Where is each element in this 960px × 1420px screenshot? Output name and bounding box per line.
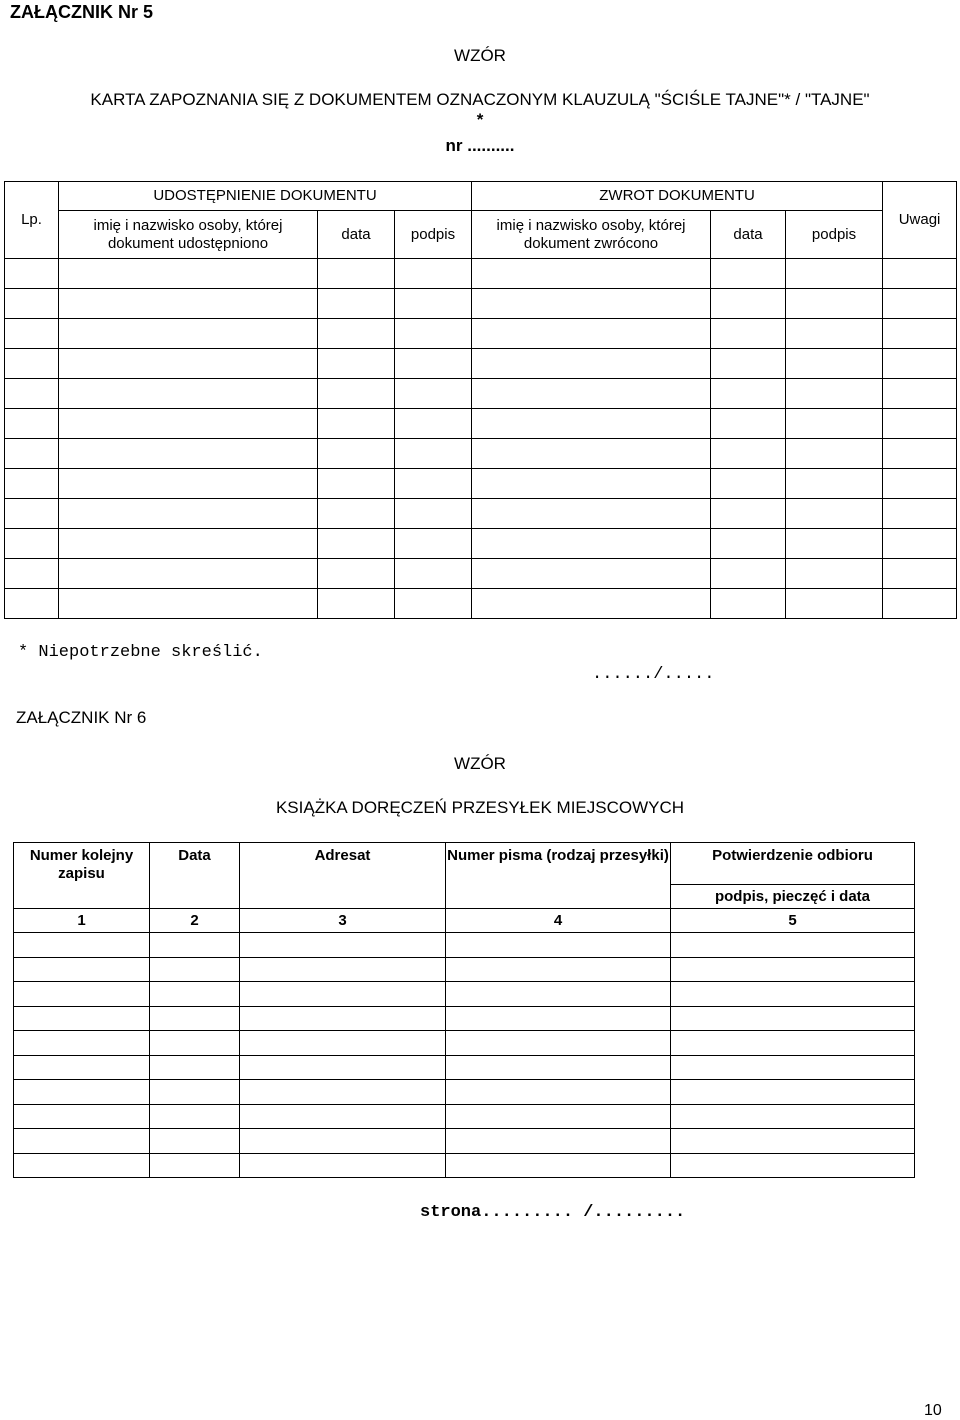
table-row [14,1129,915,1154]
table-row [5,349,957,379]
col-return-date: data [711,211,786,259]
table-row [5,589,957,619]
col-number-2: 2 [150,909,240,933]
col-number-4: 4 [446,909,671,933]
empty-cell[interactable] [472,439,711,469]
empty-cell[interactable] [318,559,395,589]
empty-cell[interactable] [150,1153,240,1178]
empty-cell[interactable] [14,1055,150,1080]
empty-cell[interactable] [446,982,671,1007]
empty-cell[interactable] [14,1104,150,1129]
empty-cell[interactable] [711,379,786,409]
group-return: ZWROT DOKUMENTU [472,182,883,211]
empty-cell[interactable] [472,499,711,529]
empty-cell[interactable] [395,499,472,529]
empty-cell[interactable] [472,319,711,349]
annex5-wzor: WZÓR [454,46,506,65]
empty-cell[interactable] [318,349,395,379]
empty-cell[interactable] [786,499,883,529]
empty-cell[interactable] [446,1031,671,1056]
empty-cell[interactable] [150,933,240,958]
empty-cell[interactable] [883,499,957,529]
col-return-name: imię i nazwisko osoby, której dokument zwrócono [472,211,711,259]
empty-cell[interactable] [883,409,957,439]
empty-cell[interactable] [5,349,59,379]
empty-cell[interactable] [786,349,883,379]
empty-cell[interactable] [446,1104,671,1129]
annex5-title-star: * [476,110,484,129]
empty-cell[interactable] [318,259,395,289]
empty-cell[interactable] [786,259,883,289]
empty-cell[interactable] [240,957,446,982]
empty-cell[interactable] [395,319,472,349]
empty-cell[interactable] [5,319,59,349]
empty-cell[interactable] [446,1129,671,1154]
table-row [5,319,957,349]
empty-cell[interactable] [671,957,915,982]
empty-cell[interactable] [446,1153,671,1178]
empty-cell[interactable] [59,319,318,349]
empty-cell[interactable] [150,957,240,982]
empty-cell[interactable] [671,933,915,958]
empty-cell[interactable] [5,259,59,289]
empty-cell[interactable] [5,559,59,589]
empty-cell[interactable] [14,1153,150,1178]
table-row [14,933,915,958]
empty-cell[interactable] [59,439,318,469]
col-document-number: Numer pisma (rodzaj przesyłki) [446,843,671,909]
empty-cell[interactable] [150,1031,240,1056]
table-row [14,1153,915,1178]
col-remarks: Uwagi [883,182,957,259]
empty-cell[interactable] [472,469,711,499]
delivery-book-table [13,842,915,1178]
empty-cell[interactable] [711,499,786,529]
col-issue-name: imię i nazwisko osoby, której dokument udostępniono [59,211,318,259]
table-row [14,1104,915,1129]
empty-cell[interactable] [883,469,957,499]
empty-cell[interactable] [446,1080,671,1105]
empty-cell[interactable] [711,259,786,289]
empty-cell[interactable] [395,469,472,499]
table-row [5,289,957,319]
empty-cell[interactable] [395,289,472,319]
empty-cell[interactable] [395,259,472,289]
empty-cell[interactable] [472,409,711,439]
empty-cell[interactable] [671,1031,915,1056]
empty-cell[interactable] [5,379,59,409]
empty-cell[interactable] [671,1129,915,1154]
empty-cell[interactable] [240,982,446,1007]
empty-cell[interactable] [883,349,957,379]
empty-cell[interactable] [5,409,59,439]
table-row [14,1080,915,1105]
empty-cell[interactable] [786,289,883,319]
col-return-sign: podpis [786,211,883,259]
table-row [5,469,957,499]
empty-cell[interactable] [472,259,711,289]
page-number: 10 [924,1402,942,1419]
table-row [5,559,957,589]
empty-cell[interactable] [5,439,59,469]
empty-cell[interactable] [395,349,472,379]
empty-cell[interactable] [711,589,786,619]
empty-cell[interactable] [883,559,957,589]
col-receipt-subheader: podpis, pieczęć i data [671,885,915,909]
empty-cell[interactable] [883,439,957,469]
empty-cell[interactable] [5,499,59,529]
empty-cell[interactable] [883,319,957,349]
table-row [5,439,957,469]
group-issue: UDOSTĘPNIENIE DOKUMENTU [59,182,472,211]
empty-cell[interactable] [395,409,472,439]
empty-cell[interactable] [883,259,957,289]
empty-cell[interactable] [883,589,957,619]
empty-cell[interactable] [786,469,883,499]
empty-cell[interactable] [240,933,446,958]
table-row [14,1055,915,1080]
empty-cell[interactable] [318,469,395,499]
empty-cell[interactable] [150,1129,240,1154]
empty-cell[interactable] [472,559,711,589]
empty-cell[interactable] [711,349,786,379]
empty-cell[interactable] [240,1006,446,1031]
empty-cell[interactable] [59,289,318,319]
empty-cell[interactable] [240,1055,446,1080]
empty-cell[interactable] [318,409,395,439]
empty-cell[interactable] [59,589,318,619]
empty-cell[interactable] [711,289,786,319]
empty-cell[interactable] [395,559,472,589]
annex6-heading: ZAŁĄCZNIK Nr 6 [16,708,147,727]
empty-cell[interactable] [59,529,318,559]
table-row [14,1031,915,1056]
empty-cell[interactable] [786,439,883,469]
empty-cell[interactable] [59,559,318,589]
empty-cell[interactable] [59,409,318,439]
empty-cell[interactable] [150,1006,240,1031]
empty-cell[interactable] [150,1055,240,1080]
empty-cell[interactable] [5,529,59,559]
empty-cell[interactable] [240,1080,446,1105]
col-addressee: Adresat [240,843,446,909]
empty-cell[interactable] [150,982,240,1007]
empty-cell[interactable] [786,379,883,409]
empty-cell[interactable] [711,529,786,559]
empty-cell[interactable] [318,499,395,529]
empty-cell[interactable] [472,379,711,409]
empty-cell[interactable] [472,529,711,559]
empty-cell[interactable] [446,933,671,958]
empty-cell[interactable] [14,957,150,982]
table-row [5,529,957,559]
empty-cell[interactable] [472,349,711,379]
col-number-5: 5 [671,909,915,933]
empty-cell[interactable] [711,439,786,469]
empty-cell[interactable] [671,1055,915,1080]
empty-cell[interactable] [883,529,957,559]
table-row [14,1006,915,1031]
annex5-title: KARTA ZAPOZNANIA SIĘ Z DOKUMENTEM OZNACZONYM KLAUZULĄ "ŚCIŚLE TAJNE"* / "TAJNE" [90,90,870,109]
annex6-title: KSIĄŻKA DORĘCZEŃ PRZESYŁEK MIEJSCOWYCH [275,798,685,817]
empty-cell[interactable] [318,289,395,319]
empty-cell[interactable] [671,1080,915,1105]
empty-cell[interactable] [14,982,150,1007]
empty-cell[interactable] [14,933,150,958]
empty-cell[interactable] [446,1055,671,1080]
page-counter: strona......... /......... [420,1203,686,1222]
empty-cell[interactable] [240,1031,446,1056]
empty-cell[interactable] [59,469,318,499]
empty-cell[interactable] [786,409,883,439]
empty-cell[interactable] [711,469,786,499]
empty-cell[interactable] [150,1080,240,1105]
empty-cell[interactable] [786,559,883,589]
empty-cell[interactable] [671,1006,915,1031]
empty-cell[interactable] [59,259,318,289]
empty-cell[interactable] [240,1104,446,1129]
table-row [5,379,957,409]
col-receipt-confirmation: Potwierdzenie odbioru [671,843,915,885]
col-number-1: 1 [14,909,150,933]
empty-cell[interactable] [59,379,318,409]
table-row [5,499,957,529]
col-lp: Lp. [5,182,59,259]
empty-cell[interactable] [671,982,915,1007]
col-issue-sign: podpis [395,211,472,259]
table-row [5,259,957,289]
empty-cell[interactable] [5,289,59,319]
table-row [14,957,915,982]
empty-cell[interactable] [883,289,957,319]
empty-cell[interactable] [671,1104,915,1129]
empty-cell[interactable] [395,439,472,469]
annex6-wzor: WZÓR [454,754,506,773]
empty-cell[interactable] [240,1153,446,1178]
empty-cell[interactable] [14,1080,150,1105]
empty-cell[interactable] [318,319,395,349]
empty-cell[interactable] [671,1153,915,1178]
empty-cell[interactable] [14,1006,150,1031]
table-row [14,982,915,1007]
empty-cell[interactable] [14,1129,150,1154]
empty-cell[interactable] [395,379,472,409]
empty-cell[interactable] [711,559,786,589]
access-record-table [4,181,957,619]
empty-cell[interactable] [711,409,786,439]
annex5-number: nr .......... [445,136,515,155]
annex5-heading: ZAŁĄCZNIK Nr 5 [10,2,153,22]
empty-cell[interactable] [318,439,395,469]
page-marker: ....../..... [592,665,715,684]
footnote: * Niepotrzebne skreślić. [18,643,263,662]
col-entry-number: Numer kolejny zapisu [14,843,150,909]
empty-cell[interactable] [711,319,786,349]
empty-cell[interactable] [318,589,395,619]
empty-cell[interactable] [59,349,318,379]
empty-cell[interactable] [786,529,883,559]
empty-cell[interactable] [883,379,957,409]
empty-cell[interactable] [472,289,711,319]
empty-cell[interactable] [472,589,711,619]
empty-cell[interactable] [446,1006,671,1031]
empty-cell[interactable] [786,589,883,619]
table-row [5,409,957,439]
empty-cell[interactable] [150,1104,240,1129]
col-number-3: 3 [240,909,446,933]
empty-cell[interactable] [5,469,59,499]
empty-cell[interactable] [318,379,395,409]
empty-cell[interactable] [59,499,318,529]
empty-cell[interactable] [240,1129,446,1154]
col-date: Data [150,843,240,909]
empty-cell[interactable] [446,957,671,982]
empty-cell[interactable] [786,319,883,349]
empty-cell[interactable] [318,529,395,559]
empty-cell[interactable] [395,589,472,619]
col-issue-date: data [318,211,395,259]
empty-cell[interactable] [395,529,472,559]
empty-cell[interactable] [14,1031,150,1056]
empty-cell[interactable] [5,589,59,619]
